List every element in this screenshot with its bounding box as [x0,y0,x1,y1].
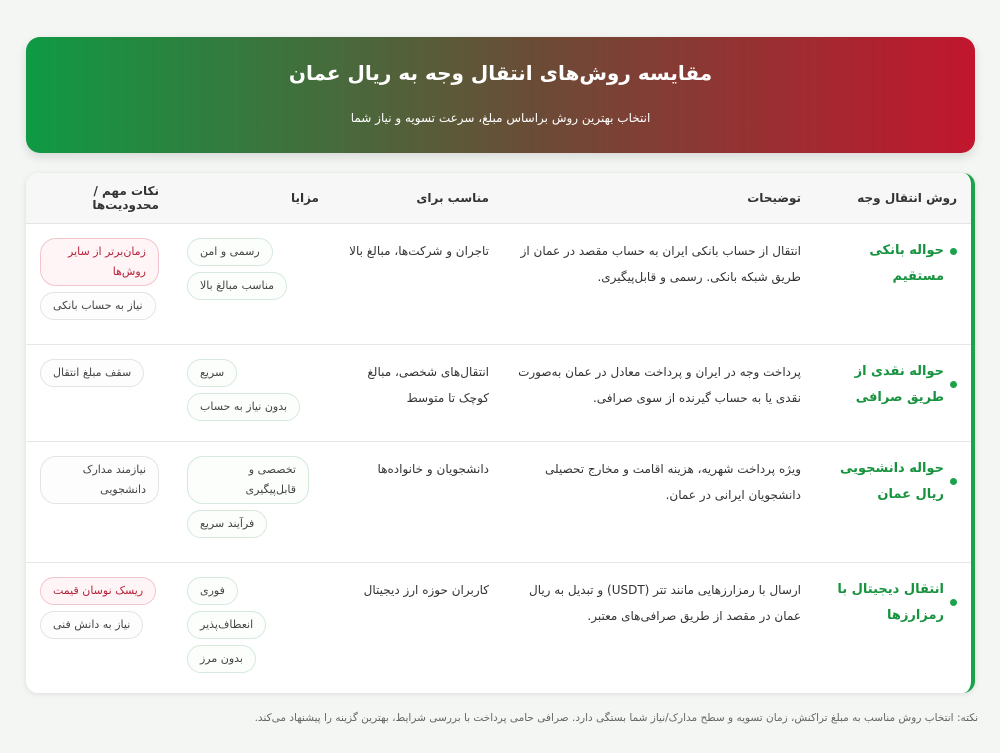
notes-cell [26,345,173,442]
method-name: حواله دانشجویی ریال عمان [839,461,944,502]
column-header-method: روش انتقال وجه [815,173,971,224]
description-cell: پرداخت وجه در ایران و پرداخت معادل در عمان به‌صورت نقدی یا به حساب گیرنده از سوی صرافی. [503,345,815,442]
page-subtitle: انتخاب بهترین روش براساس مبلغ، سرعت تسویه و نیاز شما [350,111,651,125]
description-cell: ارسال با رمزارزهایی مانند تتر (USDT) و تبدیل به ریال عمان در مقصد از طریق صرافی‌های معتبر. [528,583,801,623]
bullet-dot-icon [950,248,957,255]
table-row [26,563,971,694]
description-cell: ویژه پرداخت شهریه، هزینه اقامت و مخارج تحصیلی دانشجویان ایرانی در عمان. [503,442,815,563]
note-tag: سقف مبلغ انتقال [40,359,144,387]
advantage-tag: فوری [187,577,238,605]
notes-cell [26,224,173,345]
advantage-tag: رسمی و امن [187,238,273,266]
note-tag: نیاز به دانش فنی [40,611,143,639]
table-row [26,224,971,345]
warning-tag: ریسک نوسان قیمت [40,577,156,605]
table-header-row [26,173,971,224]
suitable-cell: تاجران و شرکت‌ها، مبالغ بالا [333,224,503,345]
advantages-cell [173,224,333,345]
notes-cell [26,442,173,563]
comparison-table-card [26,173,975,693]
column-header-description: توضیحات [503,173,815,224]
column-header-notes: نکات مهم / محدودیت‌ها [26,173,173,224]
method-cell [815,442,971,563]
warning-tag: زمان‌برتر از سایر روش‌ها [40,238,159,286]
advantages-cell [173,345,333,442]
method-name: حواله نقدی از طریق صرافی [854,364,944,405]
table-row [26,345,971,442]
advantages-cell [173,442,333,563]
bullet-dot-icon [950,599,957,606]
advantage-tag: بدون مرز [187,645,256,673]
method-cell [815,563,971,694]
suitable-cell: دانشجویان و خانواده‌ها [333,442,503,563]
method-name: انتقال دیجیتال با رمزارزها [837,582,944,623]
advantage-tag: سریع [187,359,237,387]
advantages-cell [173,563,333,694]
advantage-tag: مناسب مبالغ بالا [187,272,287,300]
page-header [26,37,975,153]
suitable-cell: کاربران حوزه ارز دیجیتال [363,583,489,597]
advantage-tag: تخصصی و قابل‌پیگیری [187,456,309,504]
advantage-tag: انعطاف‌پذیر [187,611,266,639]
note-tag: نیاز به حساب بانکی [40,292,156,320]
bullet-dot-icon [950,381,957,388]
footnote: نکته: انتخاب روش مناسب به مبلغ تراکنش، زمان تسویه و سطح مدارک/نیاز شما بستگی دارد. صرافی حامی پرداخت با بررسی شرایط، بهترین گزینه را پیشنهاد می‌کند. [254,712,978,724]
column-header-advantages: مزایا [173,173,333,224]
advantage-tag: بدون نیاز به حساب [187,393,300,421]
method-name: حواله بانکی مستقیم [869,243,944,284]
suitable-cell: انتقال‌های شخصی، مبالغ کوچک تا متوسط [333,345,503,442]
column-header-suitable: مناسب برای [333,173,503,224]
note-tag: نیازمند مدارک دانشجویی [40,456,159,504]
bullet-dot-icon [950,478,957,485]
method-cell [815,345,971,442]
description-cell: انتقال از حساب بانکی ایران به حساب مقصد در عمان از طریق شبکه بانکی. رسمی و قابل‌پیگیری. [503,224,815,345]
page-title: مقایسه روش‌های انتقال وجه به ریال عمان [288,61,713,85]
notes-cell [26,563,173,694]
comparison-table [26,173,971,693]
method-cell [815,224,971,345]
table-row [26,442,971,563]
advantage-tag: فرآیند سریع [187,510,267,538]
